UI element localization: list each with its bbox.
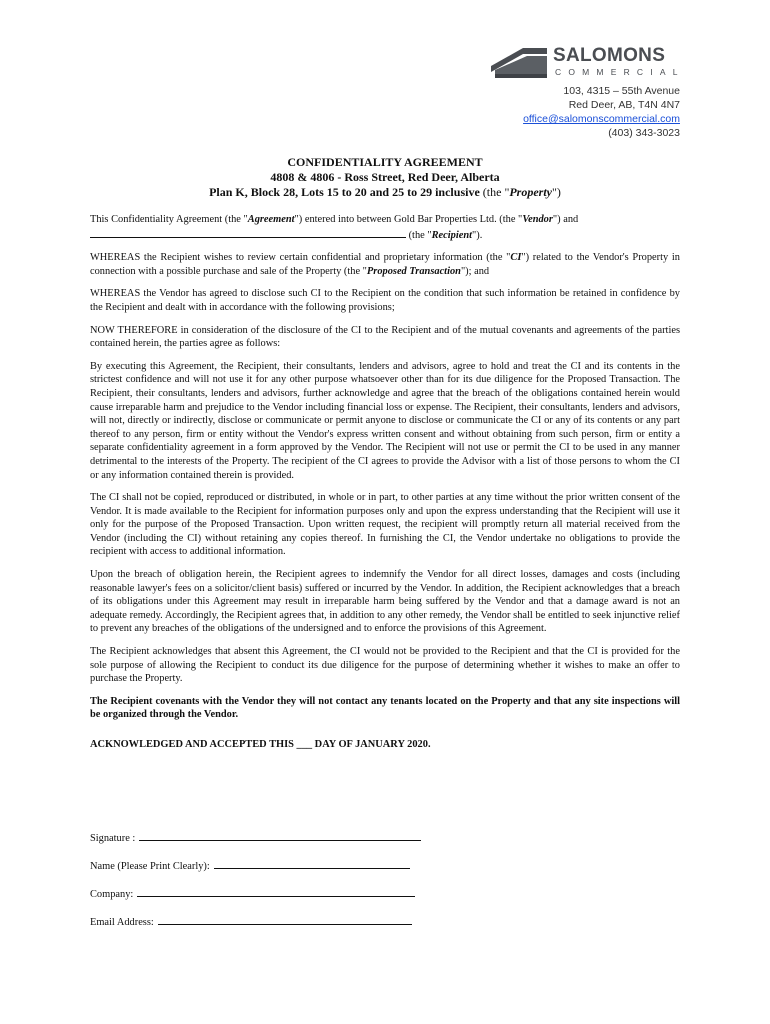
- paragraph-copying: The CI shall not be copied, reproduced or distributed, in whole or in part, to other parties at any time without the prior written consent of the Vendor. It is made available to the Recipient for information purposes only and upon the express understanding that the Recipient will use it only for the purpose of the Proposed Transaction. Upon written request, the recipient will promptly return all material received from the Vendor (including the CI) without retaining any copies thereof. In furnishing the CI, the Vendor undertake no obligations to provide the recipient with access to additional information.: [90, 492, 680, 558]
- contact-block: [523, 84, 680, 140]
- paragraph-acknowledgement: The Recipient acknowledges that absent this Agreement, the CI would not be provided to the Recipient and that the CI is provided for the sole purpose of allowing the Recipient to conduct its due diligence for the purpose of determining whether it wishes to make an offer to purchase the Property.: [90, 646, 680, 685]
- email-link[interactable]: office@salomonscommercial.com: [523, 113, 680, 125]
- legal-description-text: Plan K, Block 28, Lots 15 to 20 and 25 to 29 inclusive: [209, 185, 480, 199]
- brand-name: SALOMONS: [553, 45, 666, 66]
- company-line[interactable]: [137, 886, 415, 897]
- paragraph-whereas-1: [90, 251, 680, 278]
- address-line-2: Red Deer, AB, T4N 4N7: [568, 99, 680, 111]
- name-field: [90, 858, 680, 873]
- signature-field: [90, 830, 680, 845]
- email-line[interactable]: [158, 914, 412, 925]
- paragraph-confidentiality: By executing this Agreement, the Recipient, their consultants, lenders and advisors, agree to hold and treat the CI and its contents in the strictest confidence and will not use it for any other purpose whatsoever other than for its due diligence for the Proposed Transaction. The Recipient, their consultants, lenders and advisors, further acknowledge and agree that the breach of the obligations contained herein would cause irreparable harm and prejudice to the Vendor including financial loss or expense. The Recipient, their consultants, lenders and advisors, will not, directly or indirectly, disclose or communicate or permit anyone to disclose or communicate the CI or any of its contents or any part thereof to any person, firm or entity without the Vendor's express written consent and without obtaining from such person, firm or entity a separate confidentiality agreement in a form approved by the Vendor. The Recipient will not use or permit the CI to be used in any manner detrimental to the interests of the Property. The recipient of the CI agrees to provide the Advisor with a list of those persons to whom the CI or any information contained therein is provided.: [90, 360, 680, 481]
- defined-term: CI: [510, 252, 522, 264]
- signature-label: Signature :: [90, 833, 136, 844]
- building-logo-icon: [487, 46, 549, 80]
- defined-term: Agreement: [247, 214, 295, 225]
- email-label: Email Address:: [90, 917, 154, 928]
- paragraph-covenant: The Recipient covenants with the Vendor they will not contact any tenants located on the Property and that any site inspections will be organized through the Vendor.: [90, 695, 680, 721]
- text: (the ": [406, 229, 432, 241]
- paragraph-now-therefore: NOW THEREFORE in consideration of the disclosure of the CI to the Recipient and of the mutual covenants and agreements of the parties contained herein, the parties agree as follows:: [90, 324, 680, 350]
- text: This Confidentiality Agreement (the ": [90, 214, 248, 225]
- text: WHEREAS the Recipient wishes to review certain confidential and proprietary information (the ": [90, 252, 511, 264]
- company-field: [90, 886, 680, 901]
- text: ") entered into between Gold Bar Properties Ltd. (the ": [294, 214, 523, 225]
- text: ") and: [552, 214, 579, 225]
- text: ") related to the Vendor's Property in connection with a possible purchase and sale of the Property (the ": [90, 252, 680, 277]
- company-label: Company:: [90, 889, 134, 900]
- paragraph-indemnity: Upon the breach of obligation herein, the Recipient agrees to indemnify the Vendor for all direct losses, damages and costs (including reasonable lawyer's fees on a solicitor/client basis) suffered or incurred by the Vendor. In addition, the Recipient acknowledges that a breach of its obligations under this Agreement may result in irreparable harm being suffered by the Vendor and that a damage award is not an adequate remedy. Accordingly, the Recipient agrees that, in addition to any other remedy, the Vendor shall be entitled to seek injunctive relief to prevent any breaches of the obligations of the undersigned and to enforce the provisions of this Agreement.: [90, 569, 680, 635]
- defined-term: Proposed Transaction: [366, 265, 461, 277]
- legal-suffix-term: Property: [509, 185, 552, 199]
- title-block: [0, 155, 770, 200]
- document-title: CONFIDENTIALITY AGREEMENT: [287, 155, 483, 169]
- legal-suffix-c: "): [552, 185, 561, 199]
- acknowledged-line: ACKNOWLEDGED AND ACCEPTED THIS ___ DAY OF JANUARY 2020.: [90, 739, 431, 750]
- defined-term: Vendor: [522, 214, 553, 225]
- recipient-blank-line[interactable]: [90, 227, 406, 238]
- address-line-1: 103, 4315 – 55th Avenue: [563, 85, 680, 97]
- brand-subtitle: COMMERCIAL: [555, 67, 685, 77]
- signature-fields: [90, 830, 680, 942]
- agreement-body: [90, 213, 680, 761]
- property-address: 4808 & 4806 - Ross Street, Red Deer, Alberta: [270, 170, 500, 184]
- paragraph-whereas-2: WHEREAS the Vendor has agreed to disclose such CI to the Recipient on the condition that such information be retained in confidence by the Recipient and dealt with in accordance with the following provisions;: [90, 288, 680, 313]
- phone-number: (403) 343-3023: [608, 127, 680, 139]
- legal-suffix-a: (the ": [479, 185, 510, 199]
- name-label: Name (Please Print Clearly):: [90, 861, 210, 872]
- paragraph-parties: [90, 213, 680, 242]
- legal-description: [0, 185, 770, 200]
- signature-line[interactable]: [139, 830, 421, 841]
- name-line[interactable]: [214, 858, 410, 869]
- text: ").: [472, 229, 483, 241]
- company-logo: [487, 46, 683, 82]
- email-field: [90, 914, 680, 929]
- text: "); and: [460, 265, 490, 277]
- defined-term: Recipient: [431, 229, 472, 241]
